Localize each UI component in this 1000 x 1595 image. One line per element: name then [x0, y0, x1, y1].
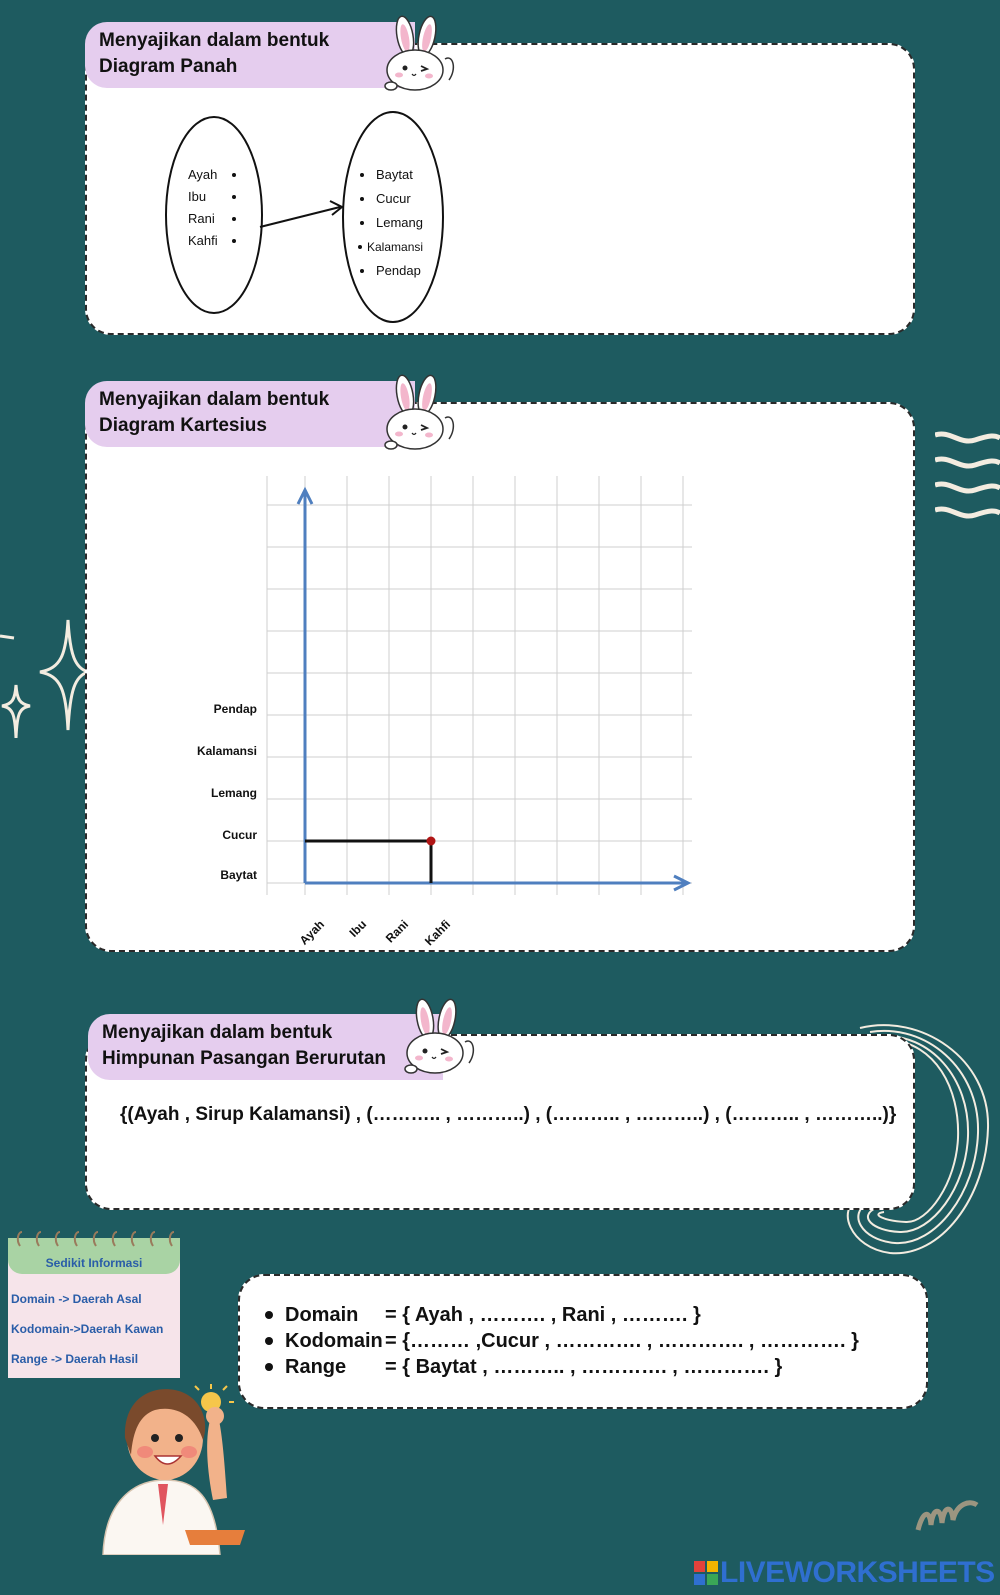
- codomain-dot: [360, 269, 364, 273]
- spiral-binding-icon: [12, 1230, 177, 1248]
- codomain-item-baytat: Baytat: [376, 167, 413, 182]
- ordered-pairs-answer[interactable]: {(Ayah , Sirup Kalamansi) , (……….. , ………..) , (……….. , ………..) , (……….. , ………..)}: [120, 1104, 897, 1125]
- info-note-title: Sedikit Informasi: [8, 1238, 180, 1274]
- info-note: [8, 1238, 180, 1378]
- codomain-item-cucur: Cucur: [376, 191, 411, 206]
- sparkle-icon: [0, 600, 90, 750]
- squiggle-icon: [915, 1495, 980, 1535]
- domain-dot: [232, 173, 236, 177]
- sets-list: [265, 1302, 859, 1380]
- codomain-set[interactable]: Kodomain = {……… ,Cucur , …………. , …………. , …………. }: [265, 1328, 859, 1354]
- data-point: [427, 837, 436, 846]
- domain-dot: [232, 217, 236, 221]
- y-tick-label: Cucur: [222, 828, 257, 842]
- wavy-lines-icon: [935, 430, 1000, 540]
- section-title-cartesian: Menyajikan dalam bentuk Diagram Kartesius: [85, 381, 415, 447]
- codomain-dot: [360, 221, 364, 225]
- brand-name: LIVEWORKSHEETS: [720, 1556, 995, 1589]
- domain-dot: [232, 195, 236, 199]
- info-note-line: Domain -> Daerah Asal: [11, 1292, 142, 1306]
- student-illustration: [95, 1380, 260, 1555]
- info-note-line: Range -> Daerah Hasil: [11, 1352, 139, 1366]
- liveworksheets-logo[interactable]: [694, 1556, 995, 1590]
- arrow-diagram: [150, 105, 460, 335]
- domain-item-ayah: Ayah: [188, 167, 218, 182]
- y-tick-label: Lemang: [210, 786, 257, 800]
- section-title-ordered-pairs: Menyajikan dalam bentuk Himpunan Pasangan Berurutan: [88, 1014, 443, 1080]
- codomain-item-lemang: Lemang: [376, 215, 423, 230]
- codomain-item-kalamansi: Kalamansi: [367, 240, 424, 254]
- liveworksheets-logo-icon: [694, 1561, 718, 1585]
- codomain-dot: [360, 173, 364, 177]
- bunny-icon: [403, 997, 483, 1077]
- codomain-dot: [358, 245, 362, 249]
- cartesian-chart: [180, 470, 720, 950]
- domain-item-rani: Rani: [188, 211, 215, 226]
- x-tick-label: Ibu: [346, 917, 370, 940]
- bunny-icon: [383, 373, 463, 453]
- x-tick-label: Kahfi: [422, 917, 454, 949]
- mapping-arrow: [260, 207, 340, 227]
- domain-item-ibu: Ibu: [188, 189, 207, 204]
- bunny-icon: [383, 14, 463, 94]
- range-set[interactable]: Range = { Baytat , ……….. , …………. , …………. }: [265, 1354, 859, 1380]
- info-note-line: Kodomain->Daerah Kawan: [11, 1322, 164, 1336]
- y-tick-label: Kalamansi: [196, 744, 257, 758]
- codomain-item-pendap: Pendap: [376, 263, 421, 278]
- y-tick-label: Baytat: [220, 868, 257, 882]
- y-tick-label: Pendap: [213, 702, 257, 716]
- domain-dot: [232, 239, 236, 243]
- codomain-dot: [360, 197, 364, 201]
- section-title-arrow-diagram: Menyajikan dalam bentuk Diagram Panah: [85, 22, 415, 88]
- domain-item-kahfi: Kahfi: [188, 233, 218, 248]
- x-tick-label: Rani: [382, 917, 412, 946]
- x-tick-label: Ayah: [296, 917, 328, 948]
- domain-set[interactable]: Domain = { Ayah , ………. , Rani , ………. }: [265, 1302, 859, 1328]
